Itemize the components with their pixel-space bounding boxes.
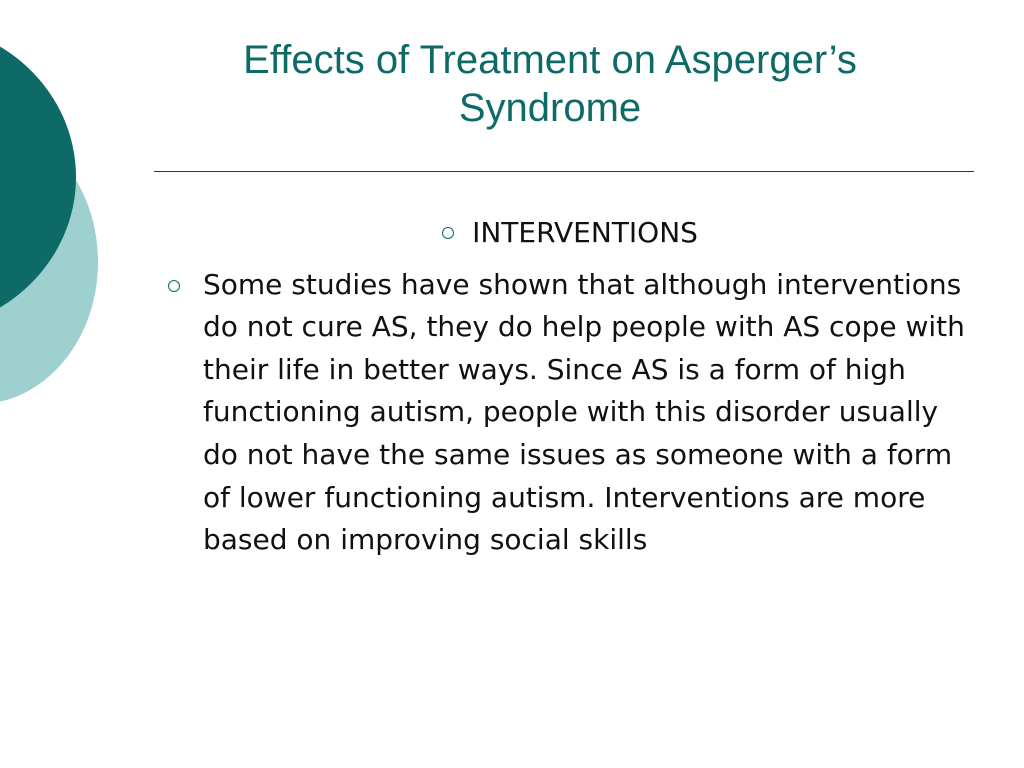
bullet-text: Some studies have shown that although interventions do not cure AS, they do help people with AS cope with their life in better ways. Since AS is a form of high functioning autism, people with this disorder usually do not have the same issues as someone with a form of lower functioning autism. Interventions are more based on improving social skills	[203, 267, 965, 557]
bullet-item-interventions	[160, 212, 980, 255]
bullet-list	[160, 212, 980, 562]
bullet-item-body	[160, 264, 980, 562]
slide-title: Effects of Treatment on Asperger’s Syndrome	[243, 38, 857, 130]
bullet-circle-icon	[168, 280, 180, 292]
bullet-text: INTERVENTIONS	[472, 216, 698, 249]
title-divider	[154, 171, 974, 172]
bullet-circle-icon	[442, 227, 454, 239]
